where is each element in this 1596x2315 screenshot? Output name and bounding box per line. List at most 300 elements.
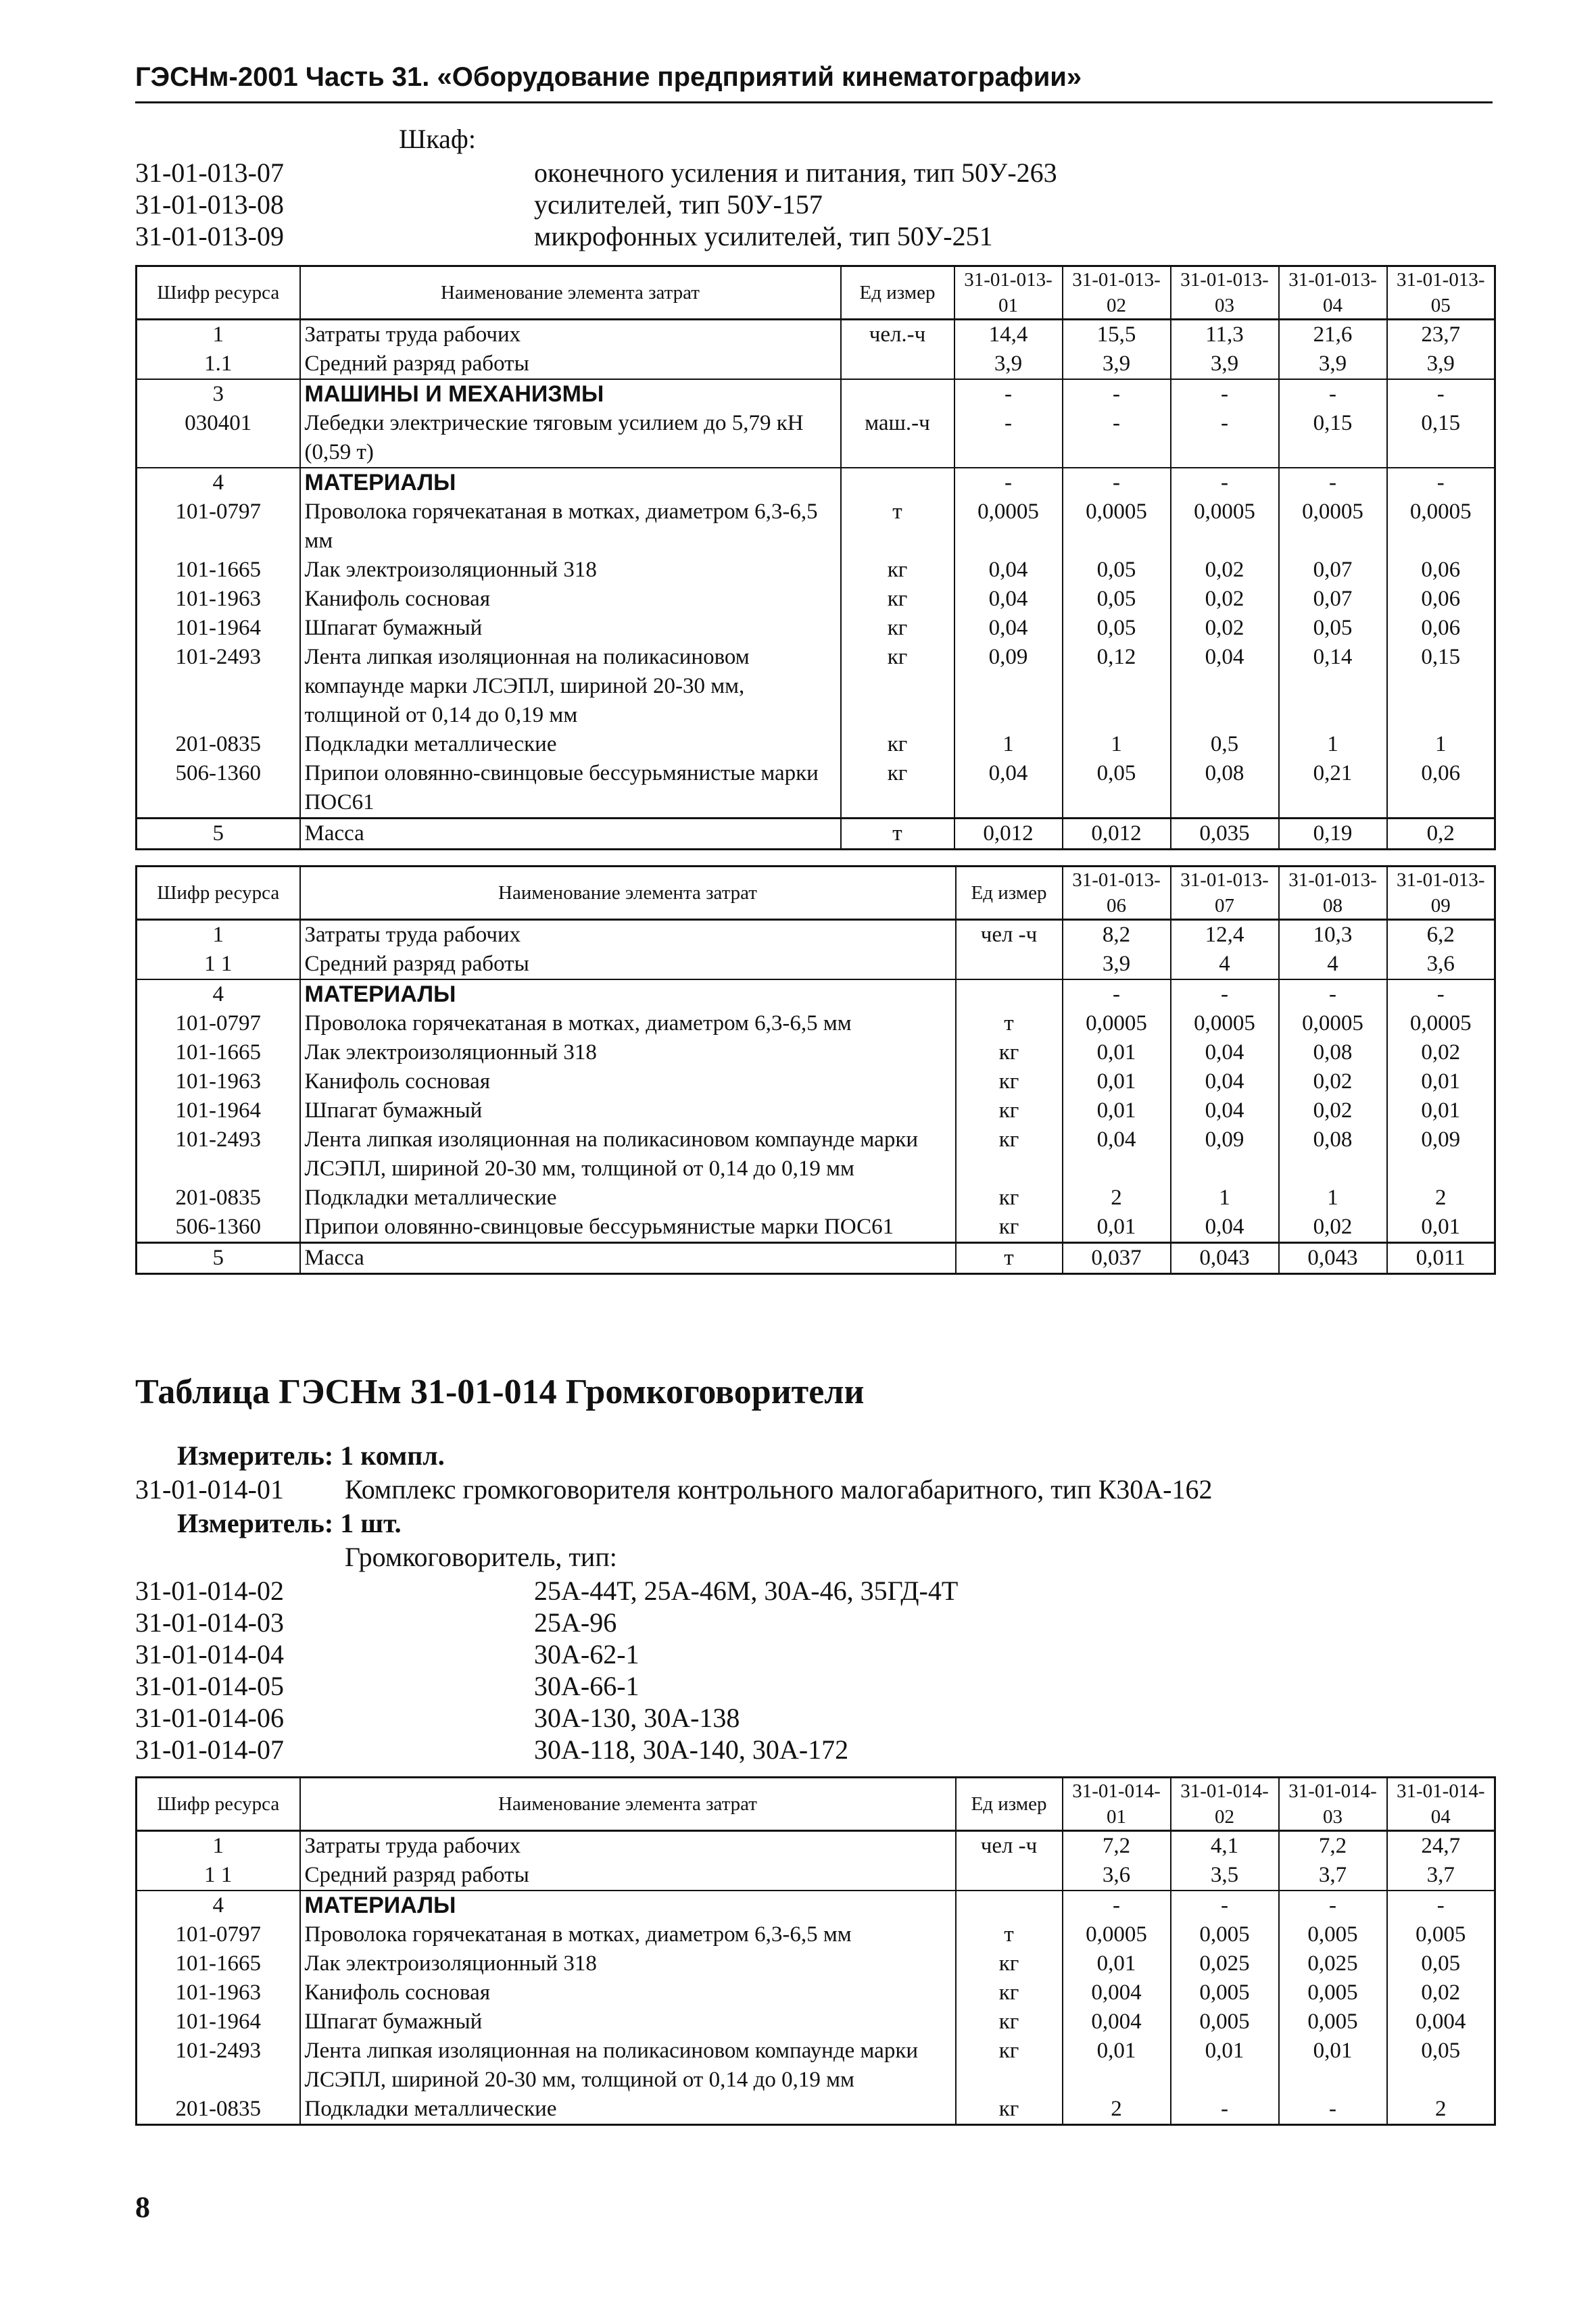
speaker-list — [135, 1575, 958, 1765]
table-row — [137, 979, 1495, 1009]
norm-value: - — [1063, 468, 1171, 497]
column-header-norm: 31-01-013-02 — [1063, 266, 1171, 320]
item-code: 31-01-014-05 — [135, 1671, 284, 1701]
resource-code: 1 1 — [137, 950, 300, 979]
norm-value: - — [1171, 979, 1279, 1009]
norm-value: 3,9 — [1063, 950, 1171, 979]
resource-code: 201-0835 — [137, 1184, 300, 1213]
column-header-norm: 31-01-013-09 — [1387, 867, 1495, 920]
table-row — [137, 1096, 1495, 1125]
resource-code: 101-2493 — [137, 1125, 300, 1184]
table-row — [137, 950, 1495, 979]
norm-value: 2 — [1387, 1184, 1495, 1213]
table-header-row — [137, 1778, 1495, 1831]
norm-value: 0,004 — [1063, 1978, 1171, 2007]
norm-value: 15,5 — [1063, 320, 1171, 350]
speaker-item — [135, 1575, 958, 1607]
resource-name: Лента липкая изоляционная на поликасиновом компаунде марки ЛСЭПЛ, шириной 20-30 мм, толщиной от 0,14 до 0,19 мм — [300, 2037, 956, 2095]
norm-value: 0,02 — [1387, 1978, 1495, 2007]
norm-value: 0,01 — [1063, 2037, 1171, 2095]
resource-name: Канифоль сосновая — [300, 1067, 956, 1096]
norm-value: 0,0005 — [1387, 497, 1495, 556]
resource-name: Припои оловянно-свинцовые бессурьмянистые марки ПОС61 — [300, 759, 841, 819]
norm-value: - — [1387, 379, 1495, 409]
norm-value: 11,3 — [1171, 320, 1279, 350]
norm-value: 0,02 — [1171, 614, 1279, 643]
resource-code: 201-0835 — [137, 2095, 300, 2125]
resource-code: 101-1963 — [137, 1978, 300, 2007]
norm-value: 0,04 — [1171, 1213, 1279, 1243]
resource-name: Припои оловянно-свинцовые бессурьмянистые марки ПОС61 — [300, 1213, 956, 1243]
norm-value: 3,9 — [1387, 349, 1495, 379]
resource-code: 101-0797 — [137, 1009, 300, 1038]
norm-value: 0,005 — [1279, 1920, 1387, 1949]
resource-unit: кг — [956, 1096, 1063, 1125]
resource-unit: кг — [956, 1184, 1063, 1213]
norm-value: 7,2 — [1063, 1831, 1171, 1861]
norm-value: 10,3 — [1279, 920, 1387, 950]
norm-value: 0,01 — [1063, 1949, 1171, 1978]
norm-value: 4 — [1171, 950, 1279, 979]
resource-name: Проволока горячекатаная в мотках, диаметром 6,3-6,5 мм — [300, 497, 841, 556]
norm-value: 3,9 — [954, 349, 1063, 379]
resource-unit: т — [956, 1009, 1063, 1038]
norm-value: 0,04 — [954, 614, 1063, 643]
column-header-norm: 31-01-013-06 — [1063, 867, 1171, 920]
table-row — [137, 1038, 1495, 1067]
norm-value: - — [1171, 1891, 1279, 1920]
resource-name: МАТЕРИАЛЫ — [300, 468, 841, 497]
norm-value: 0,005 — [1171, 2007, 1279, 2037]
norm-value: 0,09 — [1171, 1125, 1279, 1184]
resource-name: Шпагат бумажный — [300, 1096, 956, 1125]
norm-value: 1 — [1279, 730, 1387, 759]
column-header-unit: Ед измер — [956, 1778, 1063, 1831]
norm-value: 3,6 — [1387, 950, 1495, 979]
norm-value: - — [1279, 979, 1387, 1009]
norm-value: 0,5 — [1171, 730, 1279, 759]
resource-unit: т — [956, 1920, 1063, 1949]
item-text: 25А-44Т, 25А-46М, 30А-46, 35ГД-4Т — [534, 1576, 959, 1606]
resource-unit: кг — [841, 730, 954, 759]
item-text: усилителей, тип 50У-157 — [534, 189, 823, 220]
resource-name: Подкладки металлические — [300, 2095, 956, 2125]
norm-value: 0,01 — [1387, 1096, 1495, 1125]
table-row — [137, 1861, 1495, 1891]
norm-value: 0,01 — [1063, 1096, 1171, 1125]
norm-value: 1 — [954, 730, 1063, 759]
resource-name: Средний разряд работы — [300, 1861, 956, 1891]
shkaf-item — [135, 157, 1057, 189]
column-header-norm: 31-01-013-05 — [1387, 266, 1495, 320]
table-row — [137, 468, 1495, 497]
item-text: микрофонных усилителей, тип 50У-251 — [534, 221, 993, 251]
norm-value: 0,19 — [1279, 819, 1387, 850]
resource-code: 5 — [137, 1243, 300, 1274]
norm-value: 14,4 — [954, 320, 1063, 350]
resource-name: Лак электроизоляционный 318 — [300, 1038, 956, 1067]
resource-name: МАТЕРИАЛЫ — [300, 979, 956, 1009]
table-row — [137, 409, 1495, 468]
resource-name: Затраты труда рабочих — [300, 920, 956, 950]
column-header-norm: 31-01-014-01 — [1063, 1778, 1171, 1831]
resource-code: 101-1964 — [137, 614, 300, 643]
resource-name: Лебедки электрические тяговым усилием до 5,79 кН (0,59 т) — [300, 409, 841, 468]
resource-code: 101-2493 — [137, 643, 300, 730]
resource-name: Шпагат бумажный — [300, 614, 841, 643]
norm-value: 0,04 — [1171, 1096, 1279, 1125]
norm-value: 0,01 — [1387, 1067, 1495, 1096]
column-header-code: Шифр ресурса — [137, 867, 300, 920]
norm-value: 0,025 — [1279, 1949, 1387, 1978]
resource-unit: кг — [841, 759, 954, 819]
resource-code: 1 1 — [137, 1861, 300, 1891]
measure-value: 1 шт. — [340, 1508, 402, 1538]
resource-name: Затраты труда рабочих — [300, 1831, 956, 1861]
resource-name: Лак электроизоляционный 318 — [300, 1949, 956, 1978]
table-row — [137, 1978, 1495, 2007]
measure-label: Измеритель: — [177, 1508, 334, 1538]
shkaf-list — [135, 157, 1057, 252]
resource-name: Масса — [300, 1243, 956, 1274]
norm-value: - — [1387, 468, 1495, 497]
column-header-unit: Ед измер — [841, 266, 954, 320]
item-text: 25А-96 — [534, 1607, 617, 1638]
resource-code: 1 — [137, 320, 300, 350]
resource-unit — [841, 349, 954, 379]
norm-value: 0,06 — [1387, 759, 1495, 819]
resource-name: Средний разряд работы — [300, 950, 956, 979]
norm-value: 0,04 — [954, 759, 1063, 819]
norm-value: 0,01 — [1063, 1038, 1171, 1067]
table-header-row — [137, 266, 1495, 320]
column-header-norm: 31-01-014-03 — [1279, 1778, 1387, 1831]
item-text: оконечного усиления и питания, тип 50У-263 — [534, 157, 1057, 188]
resource-unit: кг — [956, 2037, 1063, 2095]
column-header-norm: 31-01-013-07 — [1171, 867, 1279, 920]
resource-name: МАШИНЫ И МЕХАНИЗМЫ — [300, 379, 841, 409]
resource-unit: т — [841, 819, 954, 850]
resource-unit: кг — [956, 1213, 1063, 1243]
norm-value: 0,0005 — [1171, 1009, 1279, 1038]
resource-name: Шпагат бумажный — [300, 2007, 956, 2037]
resource-unit: кг — [956, 2007, 1063, 2037]
norm-value: 0,05 — [1279, 614, 1387, 643]
resource-table-3 — [135, 1776, 1496, 2126]
norm-value: 0,12 — [1063, 643, 1171, 730]
norm-value: - — [1171, 468, 1279, 497]
resource-code: 101-1665 — [137, 556, 300, 585]
norm-value: 2 — [1063, 2095, 1171, 2125]
resource-code: 101-0797 — [137, 1920, 300, 1949]
norm-value: 3,5 — [1171, 1861, 1279, 1891]
table-row — [137, 1831, 1495, 1861]
norm-value: 0,01 — [1063, 1067, 1171, 1096]
norm-value: 0,04 — [954, 585, 1063, 614]
table-row — [137, 1920, 1495, 1949]
norm-value: 0,037 — [1063, 1243, 1171, 1274]
resource-code: 101-1963 — [137, 1067, 300, 1096]
item-code: 31-01-014-04 — [135, 1639, 284, 1670]
norm-value: 3,9 — [1063, 349, 1171, 379]
resource-unit: маш.-ч — [841, 409, 954, 468]
norm-value: 0,004 — [1063, 2007, 1171, 2037]
measure-line-1 — [177, 1440, 445, 1471]
resource-code: 101-1963 — [137, 585, 300, 614]
norm-value: - — [954, 409, 1063, 468]
resource-unit — [841, 379, 954, 409]
norm-value: 0,09 — [954, 643, 1063, 730]
norm-value: 0,0005 — [1063, 497, 1171, 556]
measure-label: Измеритель: — [177, 1440, 334, 1471]
resource-unit: т — [841, 497, 954, 556]
table-row — [137, 2095, 1495, 2125]
resource-code: 3 — [137, 379, 300, 409]
norm-value: - — [1063, 379, 1171, 409]
resource-name: Проволока горячекатаная в мотках, диаметром 6,3-6,5 мм — [300, 1920, 956, 1949]
item-code: 31-01-014-01 — [135, 1474, 284, 1505]
column-header-name: Наименование элемента затрат — [300, 1778, 956, 1831]
norm-value: 0,05 — [1063, 585, 1171, 614]
resource-code: 101-1964 — [137, 2007, 300, 2037]
resource-unit: кг — [956, 1949, 1063, 1978]
resource-unit: кг — [956, 1125, 1063, 1184]
norm-value: 0,005 — [1387, 1920, 1495, 1949]
norm-value: 0,02 — [1279, 1213, 1387, 1243]
measure-value: 1 компл. — [340, 1440, 445, 1471]
shkaf-item — [135, 220, 1057, 252]
norm-value: - — [1063, 979, 1171, 1009]
norm-value: 0,02 — [1387, 1038, 1495, 1067]
item-text: 30А-66-1 — [534, 1671, 639, 1701]
speaker-item — [135, 1734, 958, 1765]
norm-value: 0,01 — [1279, 2037, 1387, 2095]
resource-code: 1.1 — [137, 349, 300, 379]
norm-value: 0,15 — [1387, 409, 1495, 468]
resource-unit: кг — [841, 585, 954, 614]
norm-value: - — [1387, 1891, 1495, 1920]
norm-value: 0,004 — [1387, 2007, 1495, 2037]
resource-name: Лента липкая изоляционная на поликасиновом компаунде марки ЛСЭПЛ, шириной 20-30 мм, толщиной от 0,14 до 0,19 мм — [300, 643, 841, 730]
norm-value: 3,7 — [1279, 1861, 1387, 1891]
norm-value: - — [1279, 1891, 1387, 1920]
norm-value: 0,15 — [1387, 643, 1495, 730]
norm-value: 0,07 — [1279, 585, 1387, 614]
resource-code: 201-0835 — [137, 730, 300, 759]
resource-name: Проволока горячекатаная в мотках, диаметром 6,3-6,5 мм — [300, 1009, 956, 1038]
item-text: Комплекс громкоговорителя контрольного малогабаритного, тип К30А-162 — [345, 1474, 1213, 1505]
norm-value: 3,9 — [1171, 349, 1279, 379]
norm-value: 3,7 — [1387, 1861, 1495, 1891]
norm-value: 3,9 — [1279, 349, 1387, 379]
norm-value: - — [1171, 379, 1279, 409]
resource-code: 101-0797 — [137, 497, 300, 556]
measure-line-2 — [177, 1507, 402, 1539]
norm-value: - — [1063, 409, 1171, 468]
norm-value: 0,0005 — [1171, 497, 1279, 556]
resource-code: 4 — [137, 468, 300, 497]
table-row — [137, 349, 1495, 379]
norm-value: 1 — [1063, 730, 1171, 759]
norm-value: 0,06 — [1387, 556, 1495, 585]
resource-unit: чел -ч — [956, 1831, 1063, 1861]
resource-code: 1 — [137, 1831, 300, 1861]
norm-value: 2 — [1387, 2095, 1495, 2125]
norm-value: 0,043 — [1279, 1243, 1387, 1274]
table-row — [137, 1184, 1495, 1213]
item-text: 30А-62-1 — [534, 1639, 639, 1670]
norm-value: - — [1171, 409, 1279, 468]
resource-unit: кг — [841, 643, 954, 730]
norm-value: 0,005 — [1279, 2007, 1387, 2037]
resource-unit — [956, 1891, 1063, 1920]
resource-unit: кг — [956, 1978, 1063, 2007]
column-header-norm: 31-01-013-01 — [954, 266, 1063, 320]
norm-value: 0,05 — [1063, 759, 1171, 819]
norm-value: 0,05 — [1387, 1949, 1495, 1978]
norm-value: 0,06 — [1387, 585, 1495, 614]
norm-value: 7,2 — [1279, 1831, 1387, 1861]
norm-value: - — [1279, 2095, 1387, 2125]
resource-code: 4 — [137, 979, 300, 1009]
norm-value: 0,08 — [1171, 759, 1279, 819]
resource-code: 101-1665 — [137, 1949, 300, 1978]
table-row — [137, 1243, 1495, 1274]
norm-value: 0,005 — [1171, 1920, 1279, 1949]
norm-value: 0,04 — [1171, 1038, 1279, 1067]
resource-name: Подкладки металлические — [300, 730, 841, 759]
resource-code: 030401 — [137, 409, 300, 468]
item-code: 31-01-014-07 — [135, 1734, 284, 1765]
resource-unit — [956, 979, 1063, 1009]
norm-value: - — [1063, 1891, 1171, 1920]
resource-name: МАТЕРИАЛЫ — [300, 1891, 956, 1920]
item-code: 31-01-013-09 — [135, 221, 284, 251]
norm-value: 0,05 — [1387, 2037, 1495, 2095]
table-row — [137, 643, 1495, 730]
resource-unit: кг — [841, 614, 954, 643]
table-row — [137, 556, 1495, 585]
column-header-norm: 31-01-013-04 — [1279, 266, 1387, 320]
norm-value: 1 — [1171, 1184, 1279, 1213]
table-row — [137, 2007, 1495, 2037]
item-text: 30А-118, 30А-140, 30А-172 — [534, 1734, 849, 1765]
norm-value: 0,08 — [1279, 1125, 1387, 1184]
norm-value: 1 — [1387, 730, 1495, 759]
item-code: 31-01-014-03 — [135, 1607, 284, 1638]
norm-value: 0,21 — [1279, 759, 1387, 819]
resource-code: 506-1360 — [137, 759, 300, 819]
norm-value: 0,06 — [1387, 614, 1495, 643]
norm-value: - — [954, 468, 1063, 497]
norm-value: - — [1279, 468, 1387, 497]
norm-value: 0,0005 — [954, 497, 1063, 556]
resource-name: Канифоль сосновая — [300, 585, 841, 614]
table-row — [137, 1949, 1495, 1978]
norm-value: 0,012 — [954, 819, 1063, 850]
norm-value: 4,1 — [1171, 1831, 1279, 1861]
item-code: 31-01-013-08 — [135, 189, 284, 220]
norm-value: 0,08 — [1279, 1038, 1387, 1067]
table-row — [137, 920, 1495, 950]
table-row — [137, 585, 1495, 614]
norm-value: 1 — [1279, 1184, 1387, 1213]
shkaf-item — [135, 189, 1057, 220]
resource-name: Затраты труда рабочих — [300, 320, 841, 350]
resource-unit: кг — [956, 1038, 1063, 1067]
resource-code: 5 — [137, 819, 300, 850]
resource-code: 1 — [137, 920, 300, 950]
norm-value: - — [1279, 379, 1387, 409]
norm-value: 0,02 — [1171, 585, 1279, 614]
table-row — [137, 320, 1495, 350]
table-row — [137, 759, 1495, 819]
resource-table-1 — [135, 265, 1496, 850]
shkaf-label: Шкаф: — [399, 124, 476, 154]
norm-value: 0,04 — [1171, 1067, 1279, 1096]
resource-code: 506-1360 — [137, 1213, 300, 1243]
norm-value: 0,025 — [1171, 1949, 1279, 1978]
norm-value: 0,005 — [1279, 1978, 1387, 2007]
table-title: Таблица ГЭСНм 31-01-014 Громкоговорители — [135, 1373, 865, 1411]
norm-value: 0,01 — [1171, 2037, 1279, 2095]
resource-name: Средний разряд работы — [300, 349, 841, 379]
resource-unit: кг — [841, 556, 954, 585]
column-header-norm: 31-01-013-03 — [1171, 266, 1279, 320]
item-text: 30А-130, 30А-138 — [534, 1703, 740, 1733]
item-code: 31-01-014-06 — [135, 1703, 284, 1733]
column-header-code: Шифр ресурса — [137, 1778, 300, 1831]
running-header: ГЭСНм-2001 Часть 31. «Оборудование предприятий кинематографии» — [135, 62, 1082, 92]
table-row — [137, 2037, 1495, 2095]
norm-value: - — [954, 379, 1063, 409]
header-rule — [135, 101, 1493, 103]
norm-value: 0,07 — [1279, 556, 1387, 585]
table-row — [137, 819, 1495, 850]
resource-code: 101-1964 — [137, 1096, 300, 1125]
norm-value: 0,035 — [1171, 819, 1279, 850]
norm-value: 0,0005 — [1063, 1920, 1171, 1949]
norm-value: - — [1387, 979, 1495, 1009]
resource-name: Канифоль сосновая — [300, 1978, 956, 2007]
speaker-item — [135, 1702, 958, 1734]
resource-name: Лак электроизоляционный 318 — [300, 556, 841, 585]
norm-value: 0,043 — [1171, 1243, 1279, 1274]
norm-value: 0,011 — [1387, 1243, 1495, 1274]
table-row — [137, 497, 1495, 556]
norm-value: 23,7 — [1387, 320, 1495, 350]
norm-value: 0,0005 — [1279, 1009, 1387, 1038]
norm-value: 8,2 — [1063, 920, 1171, 950]
resource-unit — [956, 950, 1063, 979]
column-header-norm: 31-01-013-08 — [1279, 867, 1387, 920]
resource-unit: кг — [956, 1067, 1063, 1096]
norm-value: 21,6 — [1279, 320, 1387, 350]
table-row — [137, 1891, 1495, 1920]
speaker-item — [135, 1607, 958, 1638]
norm-value: 0,02 — [1171, 556, 1279, 585]
resource-name: Подкладки металлические — [300, 1184, 956, 1213]
resource-unit: чел -ч — [956, 920, 1063, 950]
column-header-name: Наименование элемента затрат — [300, 867, 956, 920]
resource-code: 101-2493 — [137, 2037, 300, 2095]
norm-value: 0,05 — [1063, 556, 1171, 585]
norm-value: 0,01 — [1063, 1213, 1171, 1243]
table-row — [137, 1067, 1495, 1096]
norm-value: 0,09 — [1387, 1125, 1495, 1184]
resource-code: 4 — [137, 1891, 300, 1920]
resource-unit — [956, 1861, 1063, 1891]
